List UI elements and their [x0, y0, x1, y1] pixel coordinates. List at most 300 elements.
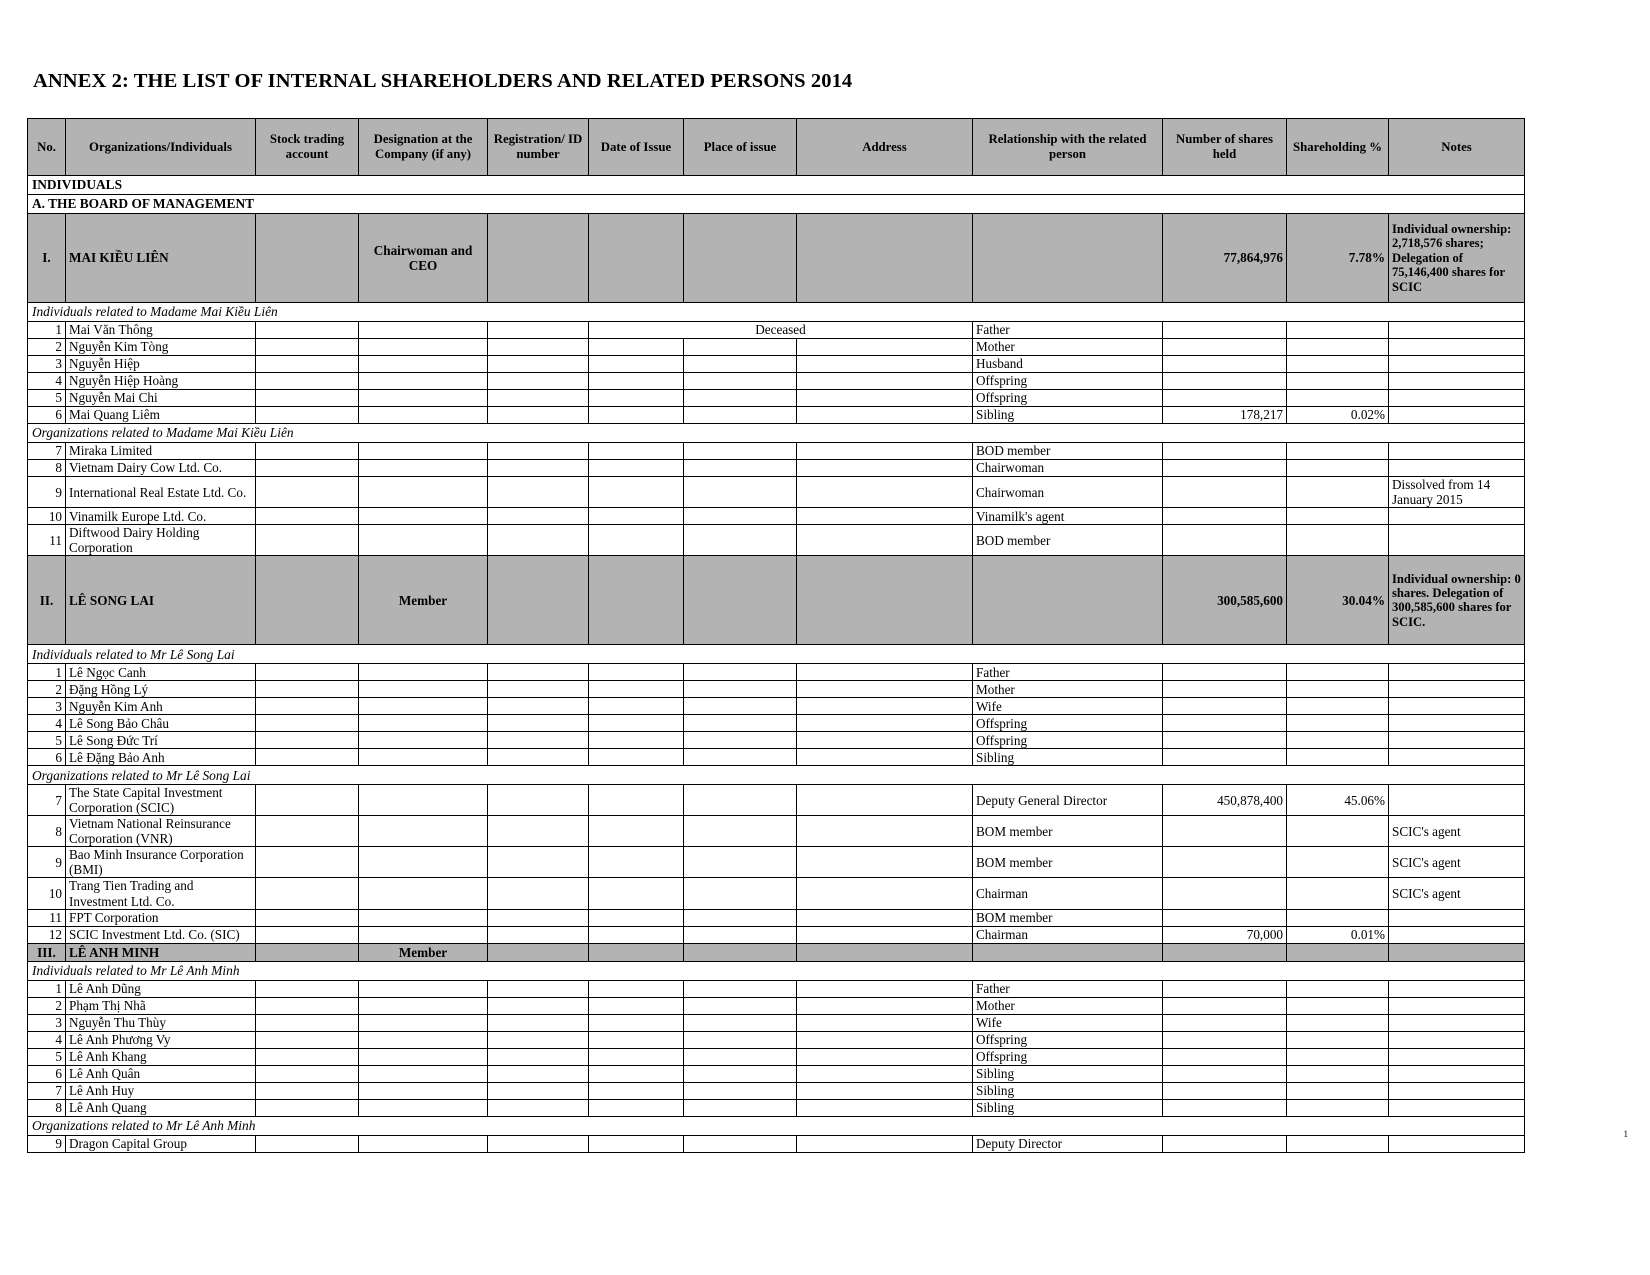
- row-place-of-issue: [684, 847, 797, 878]
- row-stock-account: [256, 390, 359, 407]
- row-registration: [488, 390, 589, 407]
- section-band-label: INDIVIDUALS: [28, 176, 1525, 195]
- row-shares: [1163, 1135, 1287, 1152]
- row-shareholding: [1287, 443, 1389, 460]
- table-row: [28, 356, 1525, 373]
- col-header-organizations: Organizations/Individuals: [66, 119, 256, 176]
- row-name: International Real Estate Ltd. Co.: [66, 477, 256, 508]
- row-registration: [488, 681, 589, 698]
- row-date-of-issue: [589, 1031, 684, 1048]
- row-relationship: Mother: [973, 339, 1163, 356]
- row-date-of-issue: [589, 390, 684, 407]
- row-place-of-issue: [684, 356, 797, 373]
- table-row: [28, 525, 1525, 556]
- row-shares: [1163, 698, 1287, 715]
- row-stock-account: [256, 339, 359, 356]
- row-notes: [1389, 785, 1525, 816]
- row-place-of-issue: [684, 1082, 797, 1099]
- row-notes: [1389, 508, 1525, 525]
- row-relationship: BOD member: [973, 443, 1163, 460]
- row-stock-account: [256, 1031, 359, 1048]
- row-relationship: Sibling: [973, 1082, 1163, 1099]
- row-address: [797, 749, 973, 766]
- row-no: 6: [28, 1065, 66, 1082]
- principal-place-of-issue: [684, 214, 797, 303]
- row-designation: [359, 698, 488, 715]
- row-date-of-issue: [589, 1135, 684, 1152]
- principal-date-of-issue: [589, 214, 684, 303]
- row-date-of-issue: Deceased: [589, 322, 973, 339]
- row-stock-account: [256, 980, 359, 997]
- row-address: [797, 390, 973, 407]
- row-place-of-issue: [684, 997, 797, 1014]
- row-registration: [488, 322, 589, 339]
- col-header-place-of-issue: Place of issue: [684, 119, 797, 176]
- row-stock-account: [256, 1099, 359, 1116]
- row-relationship: Wife: [973, 698, 1163, 715]
- row-shares: [1163, 1031, 1287, 1048]
- row-shares: [1163, 508, 1287, 525]
- row-no: 1: [28, 322, 66, 339]
- row-registration: [488, 664, 589, 681]
- row-address: [797, 878, 973, 909]
- row-shares: [1163, 443, 1287, 460]
- row-shares: 70,000: [1163, 926, 1287, 943]
- row-stock-account: [256, 681, 359, 698]
- row-place-of-issue: [684, 443, 797, 460]
- row-designation: [359, 1048, 488, 1065]
- principal-shares: 300,585,600: [1163, 556, 1287, 645]
- row-no: 4: [28, 715, 66, 732]
- group-label: Individuals related to Madame Mai Kiều Liên: [28, 303, 1525, 322]
- principal-name: MAI KIỀU LIÊN: [66, 214, 256, 303]
- row-shares: [1163, 373, 1287, 390]
- row-shareholding: 0.02%: [1287, 407, 1389, 424]
- row-notes: [1389, 1065, 1525, 1082]
- row-shares: [1163, 1065, 1287, 1082]
- row-stock-account: [256, 732, 359, 749]
- table-row: [28, 1031, 1525, 1048]
- row-shareholding: [1287, 508, 1389, 525]
- principal-place-of-issue: [684, 943, 797, 961]
- col-header-relationship: Relationship with the related person: [973, 119, 1163, 176]
- row-shares: [1163, 390, 1287, 407]
- row-registration: [488, 715, 589, 732]
- row-shareholding: [1287, 1014, 1389, 1031]
- table-row: [28, 878, 1525, 909]
- row-shareholding: [1287, 715, 1389, 732]
- row-stock-account: [256, 1082, 359, 1099]
- row-notes: [1389, 460, 1525, 477]
- principal-stock-account: [256, 214, 359, 303]
- row-designation: [359, 525, 488, 556]
- row-notes: [1389, 1082, 1525, 1099]
- table-row: [28, 460, 1525, 477]
- row-shareholding: [1287, 1065, 1389, 1082]
- row-relationship: Vinamilk's agent: [973, 508, 1163, 525]
- row-notes: SCIC's agent: [1389, 816, 1525, 847]
- row-designation: [359, 749, 488, 766]
- row-relationship: Deputy Director: [973, 1135, 1163, 1152]
- row-relationship: Mother: [973, 997, 1163, 1014]
- row-designation: [359, 664, 488, 681]
- row-designation: [359, 1135, 488, 1152]
- row-place-of-issue: [684, 698, 797, 715]
- row-address: [797, 816, 973, 847]
- row-relationship: Chairman: [973, 926, 1163, 943]
- row-name: Nguyễn Thu Thùy: [66, 1014, 256, 1031]
- row-name: Lê Anh Quân: [66, 1065, 256, 1082]
- row-name: Lê Anh Dũng: [66, 980, 256, 997]
- row-registration: [488, 749, 589, 766]
- row-shareholding: [1287, 749, 1389, 766]
- row-shareholding: [1287, 878, 1389, 909]
- row-notes: [1389, 1048, 1525, 1065]
- row-shares: [1163, 878, 1287, 909]
- row-no: 3: [28, 698, 66, 715]
- row-date-of-issue: [589, 339, 684, 356]
- row-no: 10: [28, 508, 66, 525]
- row-address: [797, 508, 973, 525]
- row-registration: [488, 460, 589, 477]
- row-address: [797, 785, 973, 816]
- row-no: 6: [28, 407, 66, 424]
- row-stock-account: [256, 508, 359, 525]
- row-address: [797, 664, 973, 681]
- row-registration: [488, 1135, 589, 1152]
- row-notes: [1389, 322, 1525, 339]
- principal-date-of-issue: [589, 556, 684, 645]
- row-no: 9: [28, 847, 66, 878]
- row-address: [797, 339, 973, 356]
- row-address: [797, 443, 973, 460]
- principal-date-of-issue: [589, 943, 684, 961]
- row-place-of-issue: [684, 1014, 797, 1031]
- row-address: [797, 1065, 973, 1082]
- table-row: [28, 997, 1525, 1014]
- row-shares: [1163, 980, 1287, 997]
- row-shares: [1163, 732, 1287, 749]
- row-registration: [488, 909, 589, 926]
- row-place-of-issue: [684, 926, 797, 943]
- row-date-of-issue: [589, 1082, 684, 1099]
- row-notes: [1389, 681, 1525, 698]
- row-registration: [488, 373, 589, 390]
- row-name: FPT Corporation: [66, 909, 256, 926]
- row-shares: [1163, 1014, 1287, 1031]
- principal-shareholding: [1287, 943, 1389, 961]
- row-designation: [359, 508, 488, 525]
- row-name: Nguyễn Hiệp: [66, 356, 256, 373]
- group-label-row: [28, 424, 1525, 443]
- row-stock-account: [256, 1014, 359, 1031]
- row-place-of-issue: [684, 749, 797, 766]
- row-relationship: Sibling: [973, 1099, 1163, 1116]
- row-notes: [1389, 373, 1525, 390]
- row-date-of-issue: [589, 407, 684, 424]
- principal-relationship: [973, 943, 1163, 961]
- row-shares: [1163, 681, 1287, 698]
- row-shareholding: [1287, 847, 1389, 878]
- principal-shares: [1163, 943, 1287, 961]
- principal-no: III.: [28, 943, 66, 961]
- row-notes: [1389, 698, 1525, 715]
- row-notes: [1389, 1014, 1525, 1031]
- row-stock-account: [256, 356, 359, 373]
- row-registration: [488, 525, 589, 556]
- row-shares: [1163, 339, 1287, 356]
- group-label-row: [28, 303, 1525, 322]
- table-row: [28, 681, 1525, 698]
- row-stock-account: [256, 443, 359, 460]
- principal-address: [797, 943, 973, 961]
- row-relationship: Father: [973, 980, 1163, 997]
- row-address: [797, 909, 973, 926]
- row-stock-account: [256, 1065, 359, 1082]
- row-relationship: Offspring: [973, 732, 1163, 749]
- row-address: [797, 698, 973, 715]
- row-stock-account: [256, 926, 359, 943]
- row-relationship: Wife: [973, 1014, 1163, 1031]
- principal-no: II.: [28, 556, 66, 645]
- row-notes: [1389, 997, 1525, 1014]
- table-row: [28, 1048, 1525, 1065]
- row-registration: [488, 356, 589, 373]
- row-designation: [359, 1014, 488, 1031]
- row-address: [797, 997, 973, 1014]
- row-registration: [488, 508, 589, 525]
- row-name: SCIC Investment Ltd. Co. (SIC): [66, 926, 256, 943]
- row-name: Vietnam Dairy Cow Ltd. Co.: [66, 460, 256, 477]
- row-name: Diftwood Dairy Holding Corporation: [66, 525, 256, 556]
- row-shares: [1163, 909, 1287, 926]
- row-registration: [488, 816, 589, 847]
- row-relationship: Deputy General Director: [973, 785, 1163, 816]
- group-label: Organizations related to Mr Lê Anh Minh: [28, 1116, 1525, 1135]
- row-address: [797, 1135, 973, 1152]
- row-notes: [1389, 732, 1525, 749]
- row-notes: [1389, 339, 1525, 356]
- table-row: [28, 732, 1525, 749]
- row-date-of-issue: [589, 1048, 684, 1065]
- row-no: 5: [28, 390, 66, 407]
- table-row: [28, 373, 1525, 390]
- row-relationship: Chairwoman: [973, 477, 1163, 508]
- row-no: 5: [28, 732, 66, 749]
- row-address: [797, 1014, 973, 1031]
- row-relationship: Chairwoman: [973, 460, 1163, 477]
- row-shares: [1163, 664, 1287, 681]
- row-place-of-issue: [684, 1135, 797, 1152]
- row-date-of-issue: [589, 477, 684, 508]
- row-no: 1: [28, 664, 66, 681]
- table-row: [28, 847, 1525, 878]
- table-row: [28, 664, 1525, 681]
- row-date-of-issue: [589, 664, 684, 681]
- row-notes: SCIC's agent: [1389, 878, 1525, 909]
- row-registration: [488, 732, 589, 749]
- row-shares: 450,878,400: [1163, 785, 1287, 816]
- row-date-of-issue: [589, 847, 684, 878]
- col-header-notes: Notes: [1389, 119, 1525, 176]
- row-date-of-issue: [589, 816, 684, 847]
- table-row: [28, 390, 1525, 407]
- row-designation: [359, 816, 488, 847]
- row-name: Lê Anh Quang: [66, 1099, 256, 1116]
- row-no: 2: [28, 997, 66, 1014]
- row-no: 9: [28, 1135, 66, 1152]
- row-name: Lê Anh Khang: [66, 1048, 256, 1065]
- row-designation: [359, 732, 488, 749]
- row-relationship: Mother: [973, 681, 1163, 698]
- row-registration: [488, 878, 589, 909]
- row-shareholding: [1287, 460, 1389, 477]
- row-relationship: BOM member: [973, 816, 1163, 847]
- row-no: 2: [28, 339, 66, 356]
- row-designation: [359, 1065, 488, 1082]
- row-no: 11: [28, 525, 66, 556]
- principal-relationship: [973, 556, 1163, 645]
- row-stock-account: [256, 909, 359, 926]
- row-date-of-issue: [589, 997, 684, 1014]
- row-notes: [1389, 356, 1525, 373]
- principal-stock-account: [256, 943, 359, 961]
- row-no: 3: [28, 356, 66, 373]
- row-place-of-issue: [684, 1031, 797, 1048]
- row-shares: [1163, 1082, 1287, 1099]
- row-stock-account: [256, 785, 359, 816]
- row-designation: [359, 407, 488, 424]
- table-row: [28, 785, 1525, 816]
- row-registration: [488, 847, 589, 878]
- section-band-individuals: [28, 176, 1525, 195]
- row-place-of-issue: [684, 664, 797, 681]
- shareholders-table: [27, 118, 1525, 1153]
- row-address: [797, 407, 973, 424]
- principal-designation: Member: [359, 943, 488, 961]
- row-no: 8: [28, 1099, 66, 1116]
- row-registration: [488, 407, 589, 424]
- row-relationship: BOD member: [973, 525, 1163, 556]
- row-notes: [1389, 980, 1525, 997]
- row-relationship: Sibling: [973, 1065, 1163, 1082]
- row-notes: [1389, 926, 1525, 943]
- row-name: Vietnam National Reinsurance Corporation (VNR): [66, 816, 256, 847]
- row-stock-account: [256, 997, 359, 1014]
- row-notes: [1389, 909, 1525, 926]
- table-body: [28, 176, 1525, 1153]
- row-shareholding: 0.01%: [1287, 926, 1389, 943]
- row-place-of-issue: [684, 373, 797, 390]
- col-header-date-of-issue: Date of Issue: [589, 119, 684, 176]
- row-notes: Dissolved from 14 January 2015: [1389, 477, 1525, 508]
- table-row: [28, 1082, 1525, 1099]
- row-stock-account: [256, 525, 359, 556]
- row-place-of-issue: [684, 339, 797, 356]
- principal-name: LÊ SONG LAI: [66, 556, 256, 645]
- row-registration: [488, 1048, 589, 1065]
- table-row: [28, 1065, 1525, 1082]
- row-registration: [488, 339, 589, 356]
- principal-notes: Individual ownership: 0 shares. Delegation of 300,585,600 shares for SCIC.: [1389, 556, 1525, 645]
- row-place-of-issue: [684, 715, 797, 732]
- row-designation: [359, 1082, 488, 1099]
- row-shares: [1163, 460, 1287, 477]
- row-name: Mai Văn Thông: [66, 322, 256, 339]
- row-registration: [488, 1099, 589, 1116]
- row-name: Miraka Limited: [66, 443, 256, 460]
- row-shareholding: [1287, 909, 1389, 926]
- row-date-of-issue: [589, 508, 684, 525]
- row-designation: [359, 460, 488, 477]
- row-date-of-issue: [589, 1099, 684, 1116]
- row-shareholding: [1287, 698, 1389, 715]
- row-address: [797, 1031, 973, 1048]
- row-stock-account: [256, 698, 359, 715]
- group-label: Individuals related to Mr Lê Song Lai: [28, 645, 1525, 664]
- row-name: Lê Song Bảo Châu: [66, 715, 256, 732]
- col-header-no: No.: [28, 119, 66, 176]
- row-address: [797, 980, 973, 997]
- row-date-of-issue: [589, 715, 684, 732]
- row-shares: [1163, 477, 1287, 508]
- principal-row-le-song-lai: [28, 556, 1525, 645]
- row-shareholding: [1287, 997, 1389, 1014]
- row-shareholding: [1287, 373, 1389, 390]
- row-notes: [1389, 749, 1525, 766]
- row-shareholding: [1287, 1082, 1389, 1099]
- row-registration: [488, 443, 589, 460]
- row-address: [797, 460, 973, 477]
- row-no: 8: [28, 460, 66, 477]
- row-designation: [359, 926, 488, 943]
- row-shares: [1163, 356, 1287, 373]
- table-row: [28, 816, 1525, 847]
- row-registration: [488, 997, 589, 1014]
- group-label: Organizations related to Mr Lê Song Lai: [28, 766, 1525, 785]
- row-place-of-issue: [684, 878, 797, 909]
- row-notes: [1389, 664, 1525, 681]
- row-place-of-issue: [684, 1065, 797, 1082]
- table-row: [28, 1135, 1525, 1152]
- row-designation: [359, 1031, 488, 1048]
- group-label-row: [28, 645, 1525, 664]
- principal-designation: Chairwoman and CEO: [359, 214, 488, 303]
- row-shareholding: [1287, 339, 1389, 356]
- row-relationship: BOM member: [973, 909, 1163, 926]
- row-address: [797, 1099, 973, 1116]
- row-date-of-issue: [589, 373, 684, 390]
- row-shareholding: [1287, 356, 1389, 373]
- row-stock-account: [256, 373, 359, 390]
- row-address: [797, 373, 973, 390]
- row-stock-account: [256, 322, 359, 339]
- row-date-of-issue: [589, 681, 684, 698]
- row-name: Trang Tien Trading and Investment Ltd. Co.: [66, 878, 256, 909]
- row-notes: SCIC's agent: [1389, 847, 1525, 878]
- row-name: Lê Anh Phương Vy: [66, 1031, 256, 1048]
- row-relationship: Husband: [973, 356, 1163, 373]
- row-shares: [1163, 1048, 1287, 1065]
- row-shareholding: 45.06%: [1287, 785, 1389, 816]
- row-stock-account: [256, 847, 359, 878]
- row-place-of-issue: [684, 980, 797, 997]
- row-date-of-issue: [589, 909, 684, 926]
- row-no: 2: [28, 681, 66, 698]
- table-row: [28, 443, 1525, 460]
- row-stock-account: [256, 1135, 359, 1152]
- row-date-of-issue: [589, 525, 684, 556]
